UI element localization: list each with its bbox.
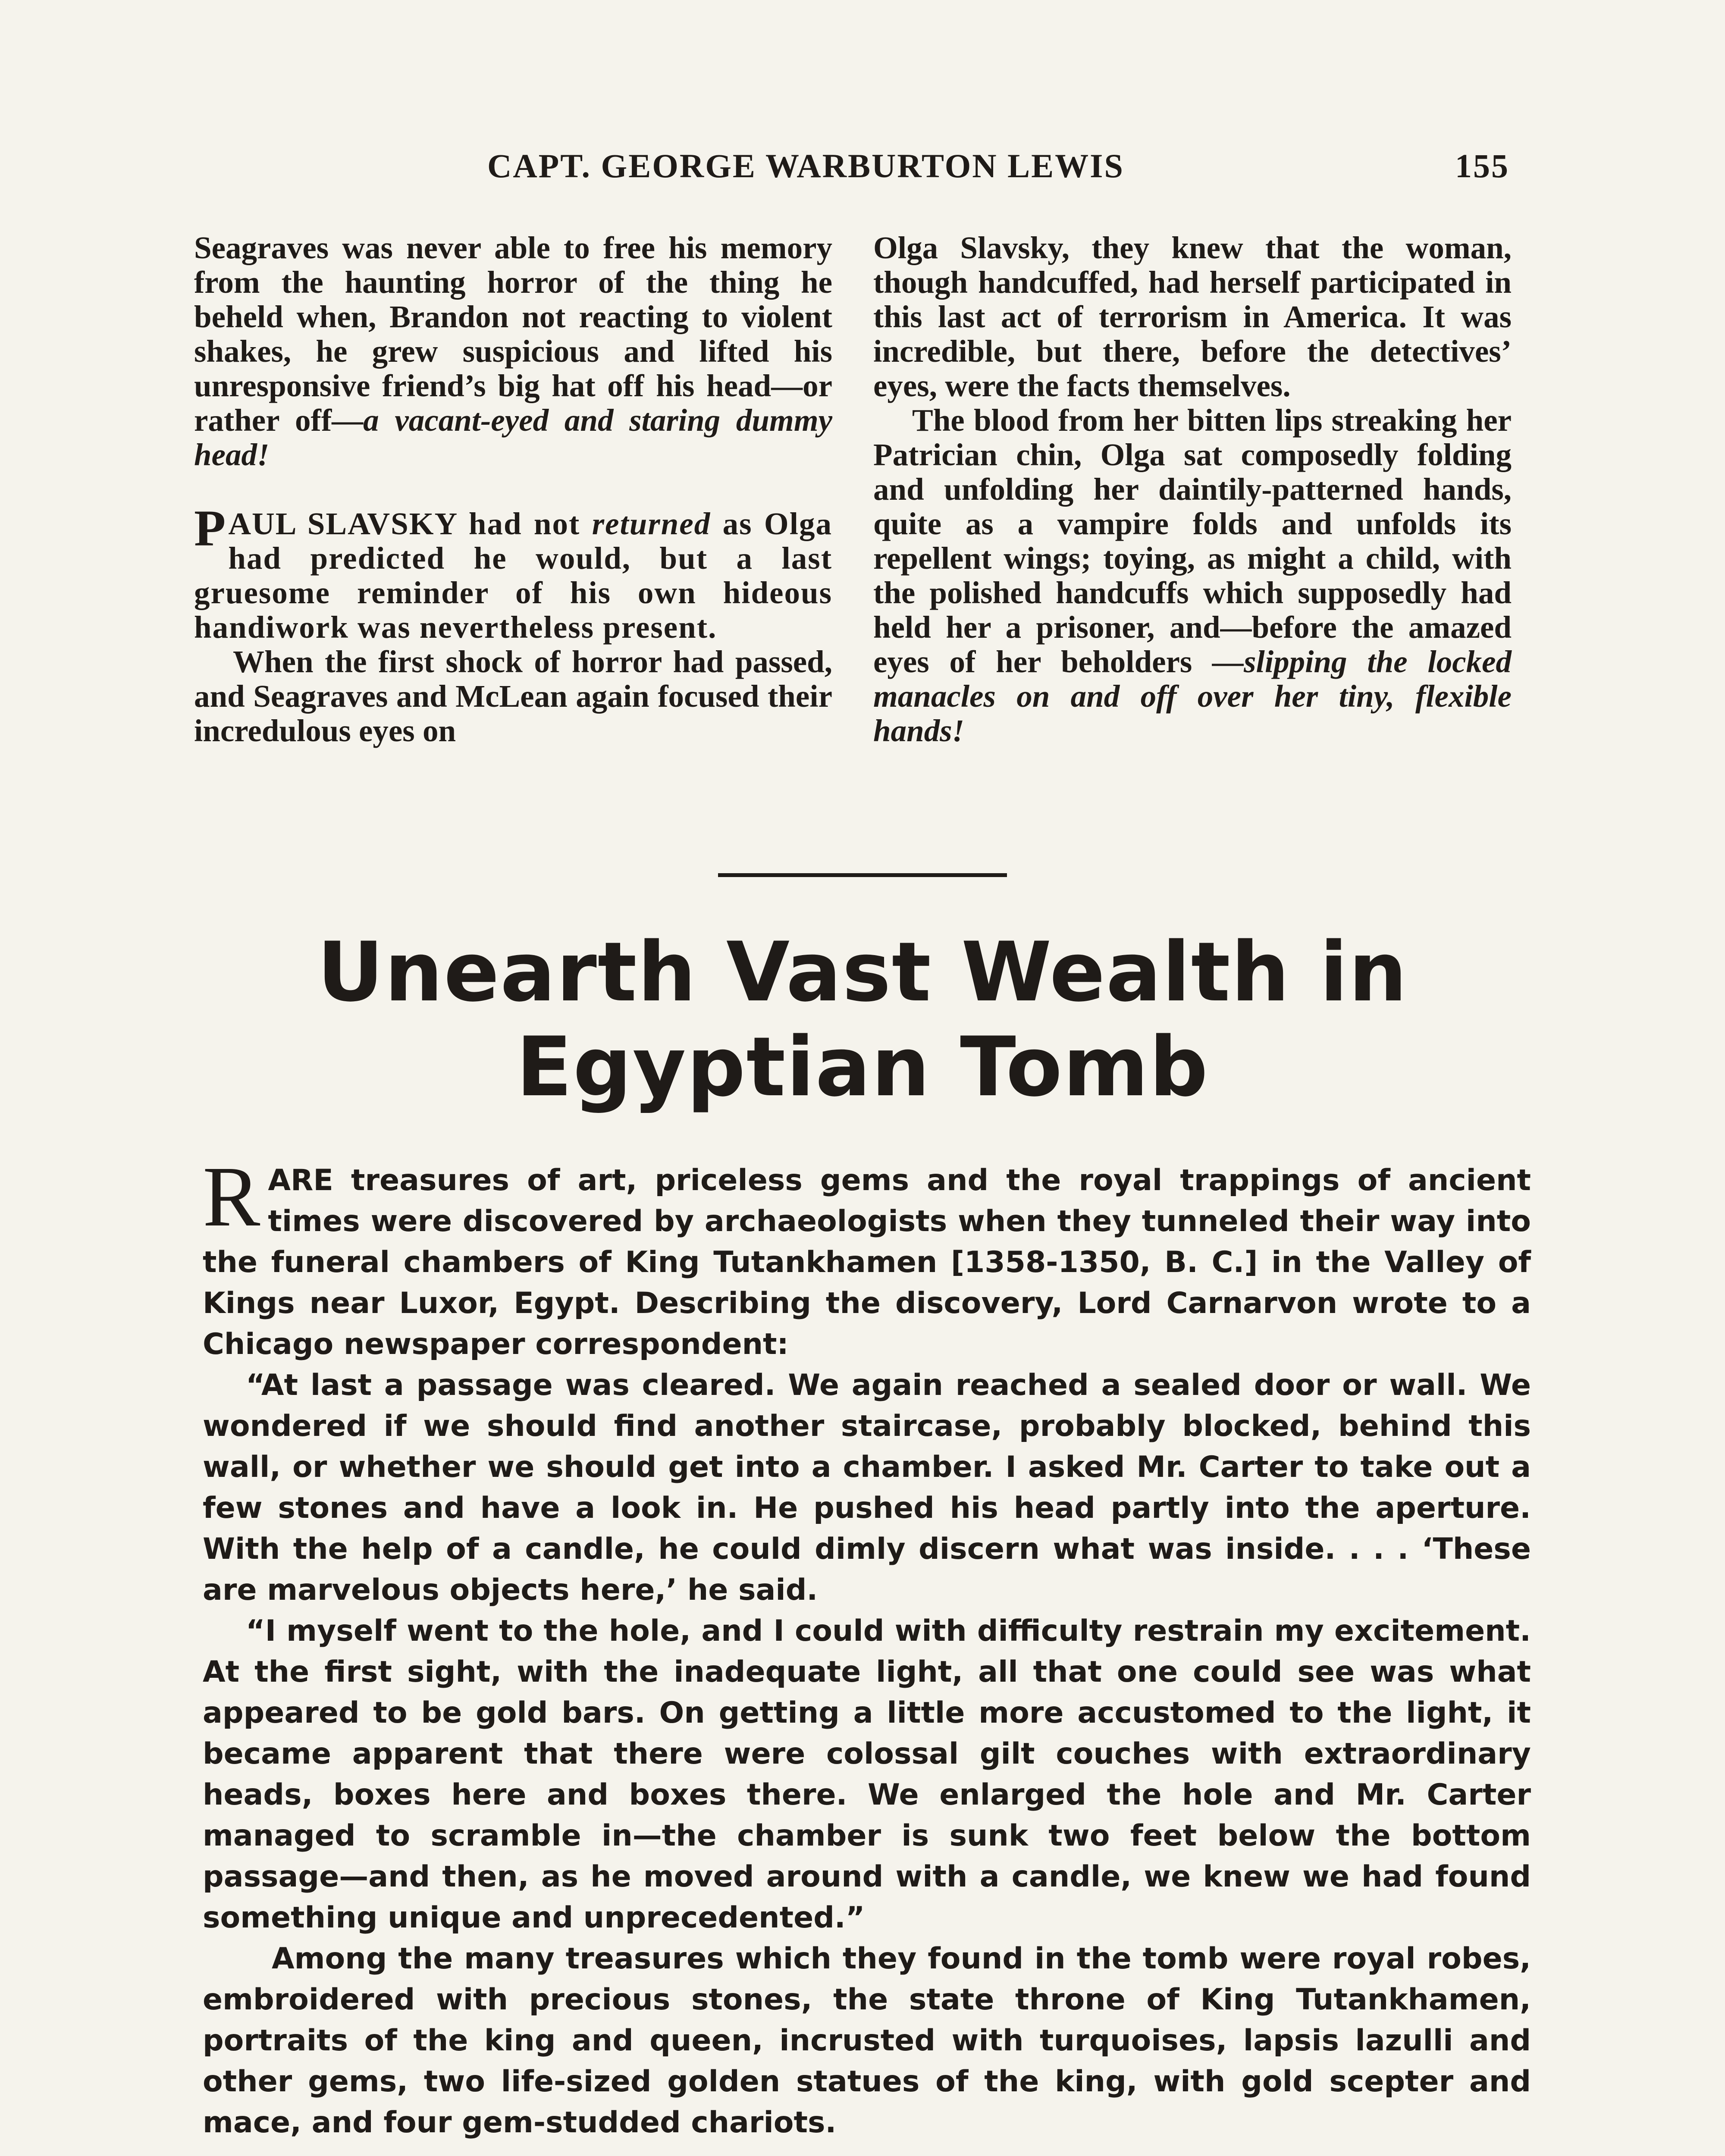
- paragraph: [194, 231, 832, 472]
- paragraph: [203, 1611, 1531, 1938]
- paragraph: [203, 1365, 1531, 1611]
- paragraph-italic-text: a vacant-eyed and staring dummy head!: [194, 403, 832, 472]
- paragraph-text: “I myself went to the hole, and I could with difficulty restrain my excitement. At the first sight, with the inadequate light, all that one could see was what appeared to be gold bars. On getting a little more accustomed to the light, it became apparent that there were colossal gilt couches with extraordinary heads, boxes here and boxes there. We enlarged the hole and Mr. Carter managed to scramble in—the chamber is sunk two feet below the bottom passage—and then, as he moved around with a candle, we knew we had found something unique and unprecedented.”: [203, 1614, 1531, 1935]
- paragraph: [203, 1149, 1531, 1365]
- emphasis-text: returned: [592, 506, 711, 541]
- paragraph-text: as Olga had predicted he would, but a last gruesome reminder of his own hideous handiwork was nevertheless present.: [194, 506, 832, 645]
- small-caps-lead: AUL SLAVSKY: [228, 506, 457, 541]
- drop-cap: R: [203, 1149, 260, 1244]
- paragraph: [873, 403, 1512, 748]
- left-column: [194, 231, 832, 748]
- running-header: [203, 147, 1509, 194]
- drop-cap: P: [194, 499, 227, 557]
- section-break: [194, 472, 832, 507]
- paragraph-text: Seagraves was never able to free his memory from the haunting horror of the thing he beheld when, Brandon not reacting to violent shakes, he grew suspicious and lifted his unresponsive friend’s big hat off his head—or rather off—: [194, 230, 832, 438]
- headline-line: Egyptian Tomb: [516, 1019, 1209, 1115]
- paragraph: [203, 1938, 1531, 2143]
- paragraph-text: had not: [457, 506, 592, 541]
- article-body: [203, 1149, 1531, 2143]
- paragraph: [194, 645, 832, 748]
- paragraph-text: Among the many treasures which they found in the tomb were royal robes, embroidered with precious stones, the state throne of King Tutankhamen, portraits of the king and queen, incrusted with turquoises, lapsis lazulli and other gems, two life-sized golden statues of the king, with gold scepter and mace, and four gem-studded chariots.: [203, 1942, 1531, 2140]
- paragraph: [194, 499, 832, 645]
- right-column: [873, 231, 1512, 748]
- paragraph-text: When the first shock of horror had passed, and Seagraves and McLean again focused their incredulous eyes on: [194, 644, 832, 748]
- paragraph-italic-text: —slipping the locked manacles on and off over her tiny, flexible hands!: [873, 644, 1512, 748]
- page-number: 155: [1455, 147, 1509, 185]
- section-divider: [718, 873, 1007, 877]
- paragraph-text: ARE treasures of art, priceless gems and the royal trappings of ancient times were discovered by archaeologists when they tunneled their way into the funeral chambers of King Tutankhamen [1358-1350, B. C.] in the Valley of Kings near Luxor, Egypt. Describing the discovery, Lord Carnarvon wrote to a Chicago newspaper correspondent:: [203, 1163, 1531, 1361]
- article-headline: [216, 925, 1509, 1115]
- paragraph: [873, 231, 1512, 403]
- paragraph-text: “At last a passage was cleared. We again reached a sealed door or wall. We wondered if we should find another staircase, probably blocked, behind this wall, or whether we should get into a chamber. I asked Mr. Carter to take out a few stones and have a look in. He pushed his head partly into the aperture. With the help of a candle, he could dimly discern what was inside. . . . ‘These are marvelous objects here,’ he said.: [203, 1368, 1531, 1607]
- running-title: CAPT. GEORGE WARBURTON LEWIS: [487, 147, 1124, 185]
- paragraph-text: The blood from her bitten lips streaking her Patrician chin, Olga sat composedly folding and unfolding her daintily-patterned hands, quite as a vampire folds and unfolds its repellent wings; toying, as might a child, with the polished handcuffs which supposedly had held her a prisoner, and—before the amazed eyes of her beholders: [873, 403, 1512, 679]
- paragraph-text: Olga Slavsky, they knew that the woman, though handcuffed, had herself participated in this last act of terrorism in America. It was incredible, but there, before the detectives’ eyes, were the facts themselves.: [873, 230, 1512, 403]
- headline-line: Unearth Vast Wealth in: [317, 924, 1408, 1020]
